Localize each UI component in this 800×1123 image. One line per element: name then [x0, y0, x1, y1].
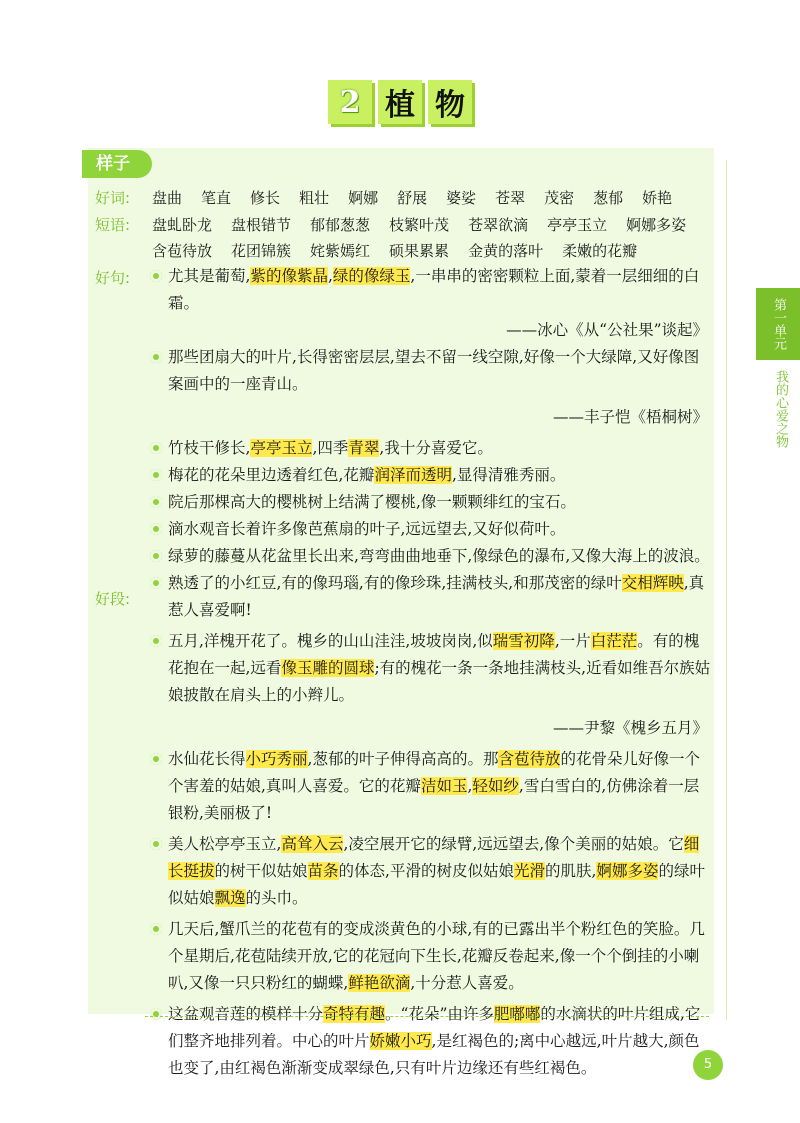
highlight: 奇特有趣 — [323, 1005, 386, 1023]
word: 婆娑 — [446, 189, 477, 207]
word: 婀娜 — [348, 189, 379, 207]
highlight: 光滑 — [513, 862, 545, 880]
highlight: 青翠 — [348, 439, 380, 457]
highlight: 轻如纱 — [472, 777, 519, 795]
word: 茂密 — [544, 189, 575, 207]
highlight: 细长挺拔 — [168, 835, 700, 880]
unit-theme: 我的心爱之物 — [773, 370, 788, 448]
sentence-item: 尤其是葡萄,紫的像紫晶,绿的像绿玉,一串串的密密颗粒上面,蒙着一层细细的白霜。 — [150, 263, 712, 317]
phrase: 姹紫嫣红 — [310, 242, 371, 260]
word: 娇艳 — [642, 189, 673, 207]
word: 粗壮 — [299, 189, 330, 207]
highlight: 亭亭玉立 — [250, 439, 313, 457]
main-text — [150, 263, 712, 1082]
divider-line — [726, 160, 727, 1020]
highlight: 交相辉映 — [621, 574, 684, 592]
highlight: 绿的像绿玉 — [332, 267, 411, 285]
highlight: 娇嫩小巧 — [369, 1032, 432, 1050]
highlight: 洁如玉 — [420, 777, 468, 795]
good-words-row — [152, 187, 691, 208]
phrase: 婀娜多姿 — [626, 216, 687, 234]
source-citation: ——尹黎《槐乡五月》 — [552, 719, 708, 737]
highlight: 白茫茫 — [590, 632, 638, 650]
phrase: 柔嫩的花瓣 — [562, 242, 638, 260]
phrase: 郁郁葱葱 — [310, 216, 371, 234]
highlight: 紫的像紫晶 — [250, 267, 328, 285]
word: 修长 — [250, 189, 281, 207]
page-title — [0, 80, 800, 124]
highlight: 小巧秀丽 — [245, 750, 308, 768]
good-words-label: 好词: — [95, 189, 131, 207]
title-char-2: 物 — [428, 80, 472, 124]
sentence-item: 绿萝的藤蔓从花盆里长出来,弯弯曲曲地垂下,像绿色的瀑布,又像大海上的波浪。 — [150, 543, 712, 570]
good-paragraphs-label: 好段: — [95, 590, 131, 608]
title-char-1: 植 — [378, 80, 422, 124]
word: 葱郁 — [593, 189, 624, 207]
phrase: 花团锦簇 — [231, 242, 292, 260]
phrase: 硕果累累 — [389, 242, 450, 260]
word: 盘曲 — [152, 189, 183, 207]
source-citation: ——冰心《从“公社果”谈起》 — [506, 321, 708, 339]
phrase: 含苞待放 — [152, 242, 213, 260]
highlight: 婀娜多姿 — [596, 862, 659, 880]
phrase: 苍翠欲滴 — [468, 216, 529, 234]
word: 舒展 — [397, 189, 428, 207]
paragraph-item: 美人松亭亭玉立,高耸入云,凌空展开它的绿臂,远远望去,像个美丽的姑娘。它细长挺拔的树干似姑娘苗条的体态,平滑的树皮似姑娘光滑的肌肤,婀娜多姿的绿叶似姑娘飘逸的头巾。 — [150, 831, 712, 912]
good-sentences-label: 好句: — [95, 269, 131, 287]
unit-tab: 第一单元 — [756, 288, 800, 360]
source-citation: ——丰子恺《梧桐树》 — [552, 408, 708, 426]
highlight: 瑞雪初降 — [492, 632, 555, 650]
paragraph-item: 几天后,蟹爪兰的花苞有的变成淡黄色的小球,有的已露出半个粉红色的笑脸。几个星期后,花苞陆续开放,它的花冠向下生长,花瓣反卷起来,像一个个倒挂的小喇叭,又像一只只粉红的蝴蝶,鲜艳欲滴,十分惹人喜爱。 — [150, 916, 712, 997]
sentence-item: 院后那棵高大的樱桃树上结满了樱桃,像一颗颗绯红的宝石。 — [150, 489, 712, 516]
phrases-row-2 — [152, 240, 656, 261]
word: 苍翠 — [495, 189, 526, 207]
paragraph-item: 水仙花长得小巧秀丽,葱郁的叶子伸得高高的。那含苞待放的花骨朵儿好像一个个害羞的姑娘,真叫人喜爱。它的花瓣洁如玉,轻如纱,雪白雪白的,仿佛涂着一层银粉,美丽极了! — [150, 746, 712, 827]
sentence-item: 滴水观音长着许多像芭蕉扇的叶子,远远望去,又好似荷叶。 — [150, 516, 712, 543]
page-number: 5 — [693, 1050, 723, 1080]
highlight: 润泽而透明 — [374, 466, 452, 484]
phrase: 亭亭玉立 — [547, 216, 608, 234]
sentence-item: 梅花的花朵里边透着红色,花瓣润泽而透明,显得清雅秀丽。 — [150, 462, 712, 489]
word: 笔直 — [201, 189, 232, 207]
phrase: 盘根错节 — [231, 216, 292, 234]
phrases-label: 短语: — [95, 216, 131, 234]
sentence-item: 竹枝干修长,亭亭玉立,四季青翠,我十分喜爱它。 — [150, 435, 712, 462]
highlight: 含苞待放 — [498, 750, 561, 768]
paragraph-item: 这盆观音莲的模样十分奇特有趣。“花朵”由许多肥嘟嘟的水滴状的叶片组成,它们整齐地排列着。中心的叶片娇嫩小巧,是红褐色的;离中心越远,叶片越大,颜色也变了,由红褐色渐渐变成翠绿色,只有叶片边缘还有些红褐色。 — [150, 1001, 712, 1082]
highlight: 像玉雕的圆球 — [281, 659, 375, 677]
highlight: 苗条 — [307, 862, 339, 880]
highlight: 高耸入云 — [281, 835, 344, 853]
sentence-item: 那些团扇大的叶片,长得密密层层,望去不留一线空隙,好像一个大绿障,又好像图案画中的一座青山。 — [150, 344, 712, 398]
phrase: 枝繁叶茂 — [389, 216, 450, 234]
paragraph-item: 五月,洋槐开花了。槐乡的山山洼洼,坡坡岗岗,似瑞雪初降,一片白茫茫。有的槐花抱在一起,远看像玉雕的圆球;有的槐花一条一条地挂满枝头,近看如维吾尔族姑娘披散在肩头上的小辫儿。 — [150, 628, 712, 709]
phrase: 盘虬卧龙 — [152, 216, 213, 234]
bottom-divider — [145, 1016, 709, 1017]
highlight: 鲜艳欲滴 — [348, 974, 411, 992]
phrase: 金黄的落叶 — [468, 242, 544, 260]
highlight: 飘逸 — [214, 889, 246, 907]
phrases-row-1 — [152, 214, 705, 235]
section-tag: 样子 — [82, 150, 152, 178]
highlight: 肥嘟嘟 — [493, 1005, 541, 1023]
lesson-number: 2 — [328, 80, 372, 124]
sentence-item: 熟透了的小红豆,有的像玛瑙,有的像珍珠,挂满枝头,和那茂密的绿叶交相辉映,真惹人喜爱啊! — [150, 570, 712, 624]
